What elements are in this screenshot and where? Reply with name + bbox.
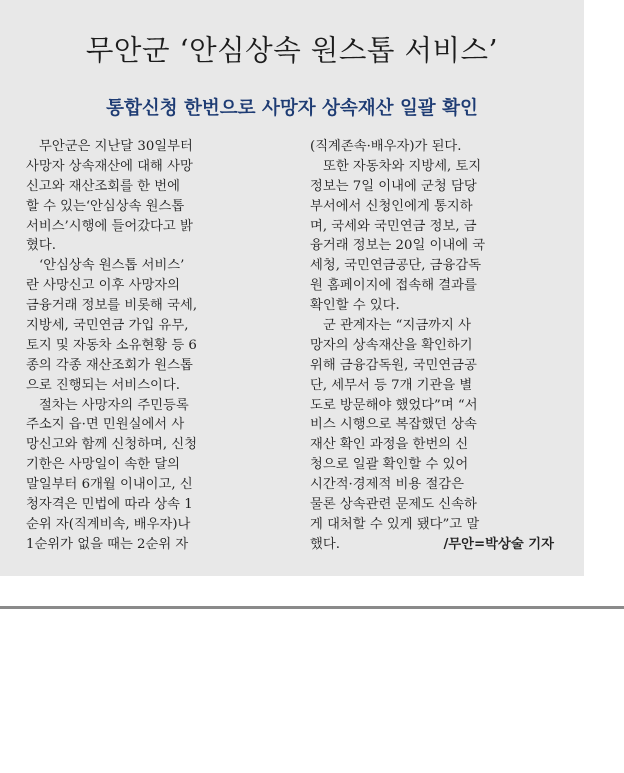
text-line: 사망자 상속재산에 대해 사망 <box>26 158 193 174</box>
text-line: ‘안심상속 원스톱 서비스’ <box>39 258 185 274</box>
text-line: 란 사망신고 이후 사망자의 <box>26 278 180 294</box>
text-line: 세청, 국민연금공단, 금융감독 <box>310 258 482 274</box>
text-line: 했다. <box>310 536 340 552</box>
text-line: 서비스’시행에 들어갔다고 밝 <box>26 218 193 234</box>
text-line: 절차는 사망자의 주민등록 <box>39 397 189 413</box>
text-line: 도로 방문해야 했었다”며 “서 <box>310 397 478 413</box>
closing-line <box>310 535 554 555</box>
text-line: 게 대처할 수 있게 됐다”고 말 <box>310 516 480 532</box>
text-line: 시간적·경제적 비용 절감은 <box>310 477 464 493</box>
text-line: 무안군은 지난달 30일부터 <box>39 139 193 154</box>
byline: /무안=박상술 기자 <box>443 536 554 552</box>
text-line: 망자의 상속재산을 확인하기 <box>310 337 473 353</box>
text-line: 확인할 수 있다. <box>310 298 400 314</box>
text-line: 지방세, 국민연금 가입 유무, <box>26 318 189 334</box>
text-line: 부서에서 신청인에게 통지하 <box>310 198 473 214</box>
text-line: (직계존속·배우자)가 된다. <box>310 139 462 154</box>
headline: 무안군 ‘안심상속 원스톱 서비스’ <box>85 34 499 67</box>
text-line: 청으로 일괄 확인할 수 있어 <box>310 457 469 473</box>
subheadline: 통합신청 한번으로 사망자 상속재산 일괄 확인 <box>106 98 478 119</box>
text-line: 위해 금융감독원, 국민연금공 <box>310 357 477 373</box>
text-line: 원 홈페이지에 접속해 결과를 <box>310 278 477 294</box>
text-line: 또한 자동차와 지방세, 토지 <box>323 158 482 174</box>
text-line: 주소지 읍·면 민원실에서 사 <box>26 417 185 433</box>
text-line: 망신고와 함께 신청하며, 신청 <box>26 437 198 453</box>
text-line: 청자격은 민법에 따라 상속 1 <box>26 497 193 513</box>
text-line: 정보는 7일 이내에 군청 담당 <box>310 178 477 194</box>
text-line: 군 관계자는 “지금까지 사 <box>323 318 471 334</box>
text-line: 혔다. <box>26 238 56 254</box>
text-line: 신고와 재산조회를 한 번에 <box>26 178 180 194</box>
text-line: 종의 각종 재산조회가 원스톱 <box>26 357 193 373</box>
text-line: 단, 세무서 등 7개 기관을 별 <box>310 377 473 393</box>
text-line: 할 수 있는‘안심상속 원스톱 <box>26 198 185 214</box>
text-line: 금융거래 정보를 비롯해 국세, <box>26 298 198 314</box>
text-line: 며, 국세와 국민연금 정보, 금 <box>310 218 477 234</box>
text-line: 융거래 정보는 20일 이내에 국 <box>310 238 486 254</box>
text-line: 말일부터 6개월 이내이고, 신 <box>26 477 193 493</box>
page-divider <box>0 606 624 609</box>
text-line: 재산 확인 과정을 한번의 신 <box>310 437 469 453</box>
article-column-left <box>26 137 270 555</box>
text-line: 물론 상속관련 문제도 신속하 <box>310 497 477 513</box>
article-column-right <box>310 137 554 555</box>
text-line: 비스 시행으로 복잡했던 상속 <box>310 417 477 433</box>
text-line: 토지 및 자동차 소유현황 등 6 <box>26 337 197 353</box>
text-line: 기한은 사망일이 속한 달의 <box>26 457 180 473</box>
text-line: 순위 자(직계비속, 배우자)나 <box>26 516 191 532</box>
text-line: 1순위가 없을 때는 2순위 자 <box>26 536 189 552</box>
text-line: 으로 진행되는 서비스이다. <box>26 377 180 393</box>
